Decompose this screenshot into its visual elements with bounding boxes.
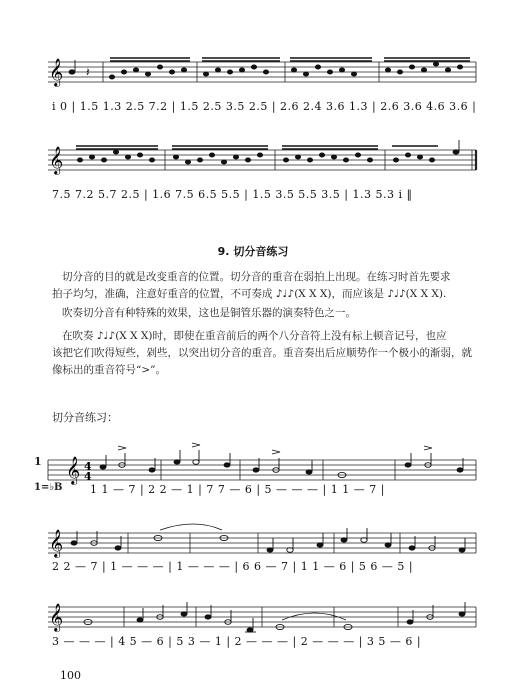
staff-system-3 — [48, 460, 476, 480]
treble-clef-icon: 𝄞 — [49, 603, 64, 631]
treble-clef-icon: 𝄞 — [66, 456, 81, 484]
key-signature: 1=♭B — [34, 482, 63, 493]
ties-system-4 — [160, 524, 222, 530]
jianpu-line-4: 2 2 — 7 | 1 — — — | 1 — — — | 6 6 — 7 | 1 1 — 6 | 5 6 — 5 | — [52, 560, 414, 573]
jianpu-line-5: 3 — — — | 4 5 — 6 | 5 3 — 1 | 2 — — — | 2 — — — | 3 5 — 6 | — [52, 635, 422, 648]
exercise-label: 切分音练习： — [52, 411, 118, 424]
jianpu-line-3: 1 1 — 7 | 2 2 — 1 | 7 7 — 6 | 5 — — — | 1 1 — 7 | — [90, 483, 385, 496]
notes-system-4 — [71, 528, 465, 552]
jianpu-line-1: i 0 | 1.5 1.3 2.5 7.2 | 1.5 2.5 3.5 2.5 | 2.6 2.4 3.6 1.3 | 2.6 3.6 4.6 3.6 | — [52, 100, 477, 113]
page-number: 100 — [60, 669, 81, 682]
paragraph-line-3: 吹奏切分音有种特殊的效果，这也是铜管乐器的演奏特色之一。 — [62, 307, 356, 319]
treble-clef-icon: 𝄞 — [49, 58, 64, 86]
treble-clef-icon: 𝄞 — [49, 529, 64, 557]
paragraph-line-4: 在吹奏 ♪♩♪(X X X)时，即使在重音前后的两个八分音符上没有标上顿音记号，也应 — [62, 330, 447, 342]
time-signature-bottom: 4 — [84, 470, 92, 483]
paragraph-line-6: 像标出的重音符号“>”。 — [52, 364, 167, 376]
paragraph-line-5: 该把它们吹得短些，剁些，以突出切分音的重音。重音奏出后应顺势作一个极小的渐弱，就 — [52, 347, 472, 359]
section-heading: 9. 切分音练习 — [217, 245, 289, 258]
jianpu-line-2: 7.5 7.2 5.7 2.5 | 1.6 7.5 6.5 5.5 | 1.5 3.5 5.5 3.5 | 1.3 5.3 i ‖ — [52, 188, 413, 201]
paragraph-line-2: 拍子均匀，准确，注意好重音的位置，不可奏成 ♪♩♪(X X X)，而应该是 ♪♩♪(X X X). — [52, 288, 447, 300]
accent-marks-system-3 — [118, 443, 432, 454]
notes-system-1 — [69, 58, 470, 79]
paragraph-line-1: 切分音的目的就是改变重音的位置。切分音的重音在弱拍上出现。在练习时首先要求 — [62, 271, 451, 283]
notes-system-3 — [100, 450, 463, 478]
ties-system-5 — [282, 613, 346, 620]
treble-clef-icon: 𝄞 — [49, 146, 64, 174]
time-signature-top: 4 — [84, 460, 92, 473]
exercise-number: 1 — [34, 455, 42, 468]
svg-text:𝄽: 𝄽 — [86, 65, 90, 79]
